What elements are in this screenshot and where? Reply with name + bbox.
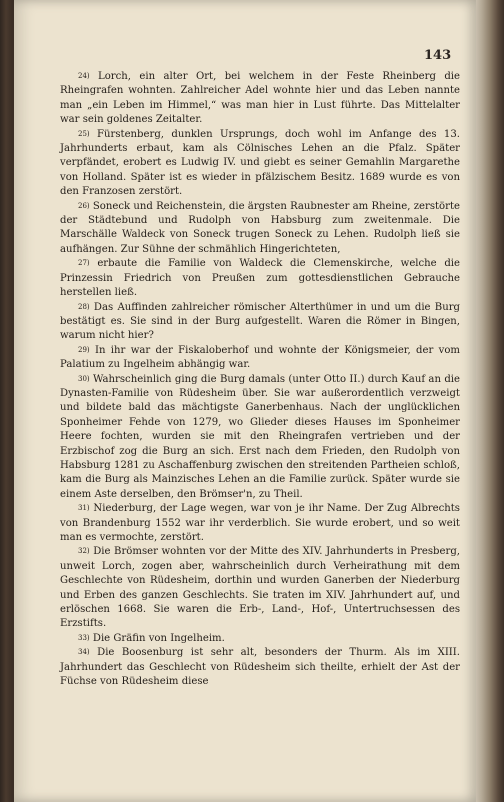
footnote-marker: 28) bbox=[78, 302, 90, 311]
footnotes-block bbox=[60, 70, 460, 689]
footnote-28 bbox=[60, 301, 460, 344]
footnote-32 bbox=[60, 545, 460, 631]
page-number: 143 bbox=[424, 48, 452, 63]
footnote-30 bbox=[60, 373, 460, 503]
footnote-26 bbox=[60, 200, 460, 258]
footnote-33 bbox=[60, 632, 460, 646]
footnote-marker: 34) bbox=[78, 648, 90, 657]
footnote-text: In ihr war der Fiskaloberhof und wohnte der Königsmeier, der vom Palatium zu Ingelheim abhängig war. bbox=[60, 344, 460, 371]
footnote-27 bbox=[60, 257, 460, 300]
footnote-text: Soneck und Reichenstein, die ärgsten Raubnester am Rheine, zerstörte der Städtebund und Rudolph von Habsburg zum zweitenmale. Die Marschälle Waldeck von Soneck trugen Soneck zu Lehen. Rudolph ließ sie aufhängen. Zur Sühne der schmählich Hingerichteten, bbox=[60, 200, 460, 255]
footnote-text: Niederburg, der Lage wegen, war von je ihr Name. Der Zug Albrechts von Brandenburg 1552 war ihr verderblich. Sie wurde erobert, und so weit man es vermochte, zerstört. bbox=[60, 503, 460, 543]
footnote-text: erbaute die Familie von Waldeck die Clemenskirche, welche die Prinzessin Friedrich von Preußen zum gottesdienstlichen Gebrauche herstellen ließ. bbox=[60, 258, 460, 299]
footnote-text: Die Brömser wohnten vor der Mitte des XIV. Jahrhunderts in Presberg, unweit Lorch, zogen aber, wahrscheinlich durch Verheirathung mit dem Geschlechte von Rüdesheim, dorthin und wurden Ganerben der Niederburg und Erben des ganzen Geschlechts. Sie traten im XIV. Jahrhundert auf, und erlöschen 1668. Sie waren die Erb-, Land-, Hof-, Untertruchsessen des Erzstifts. bbox=[60, 546, 460, 630]
footnote-text: Wahrscheinlich ging die Burg damals (unter Otto II.) durch Kauf an die Dynasten-Familie von Rüdesheim über. Sie war außerordentlich verzweigt und bildete bald das mächtigste Ganerbenhaus. Nach der unglücklichen Sponheimer Fehde von 1279, wo Glieder dieses Hauses im Sponheimer Heere fochten, wurden sie mit den Rheingrafen vertrieben und der Erzbischof zog die Burg an sich. Erst nach dem Frieden, den Rudolph von Habsburg 1281 zu Aschaffenburg zwischen den streitenden Partheien schloß, kam die Burg als Mainzisches Lehen an die Familie zurück. Später wurde sie einem Aste derselben, den Brömser'n, zu Theil. bbox=[60, 373, 460, 500]
footnote-marker: 24) bbox=[78, 72, 90, 80]
footnote-text: Das Auffinden zahlreicher römischer Alterthümer in und um die Burg bestätigt es. Sie sind in der Burg aufgestellt. Waren die Römer in Bingen, warum nicht hier? bbox=[60, 301, 460, 342]
footnote-marker: 25) bbox=[78, 129, 90, 138]
footnote-text: Die Gräfin von Ingelheim. bbox=[92, 632, 225, 644]
footnote-25 bbox=[60, 128, 460, 200]
footnote-marker: 32) bbox=[78, 547, 90, 556]
footnote-31 bbox=[60, 502, 460, 545]
footnote-text: Lorch, ein alter Ort, bei welchem in der Feste Rheinberg die Rheingrafen wohnten. Zahlreicher Adel wohnte hier und das Leben nannte man „ein Leben im Himmel,“ was man hier in Lust führte. Das Mittelalter war sein goldenes Zeitalter. bbox=[60, 71, 460, 126]
footnote-marker: 30) bbox=[78, 374, 90, 383]
footnote-marker: 27) bbox=[78, 259, 90, 268]
footnote-marker: 33) bbox=[78, 633, 90, 642]
footnote-marker: 26) bbox=[78, 201, 90, 210]
footnote-marker: 29) bbox=[78, 345, 90, 354]
book-page bbox=[14, 0, 476, 802]
footnote-text: Fürstenberg, dunklen Ursprungs, doch wohl im Anfange des 13. Jahrhunderts erbaut, kam als Cölnisches Lehen an die Pfalz. Später verpfändet, erobert es Ludwig IV. und giebt es seiner Gemahlin Margarethe von Holland. Später ist es wieder in pfälzischem Besitz. 1689 wurde es von den Franzosen zerstört. bbox=[60, 128, 460, 198]
footnote-text: Die Boosenburg ist sehr alt, besonders der Thurm. Als im XIII. Jahrhundert das Geschlecht von Rüdesheim sich theilte, erhielt der Ast der Füchse von Rüdesheim diese bbox=[60, 647, 460, 688]
page-stack-edge bbox=[476, 0, 504, 802]
footnote-marker: 31) bbox=[78, 504, 90, 513]
footnote-29 bbox=[60, 344, 460, 373]
footnote-34 bbox=[60, 646, 460, 689]
footnote-24 bbox=[60, 70, 460, 128]
